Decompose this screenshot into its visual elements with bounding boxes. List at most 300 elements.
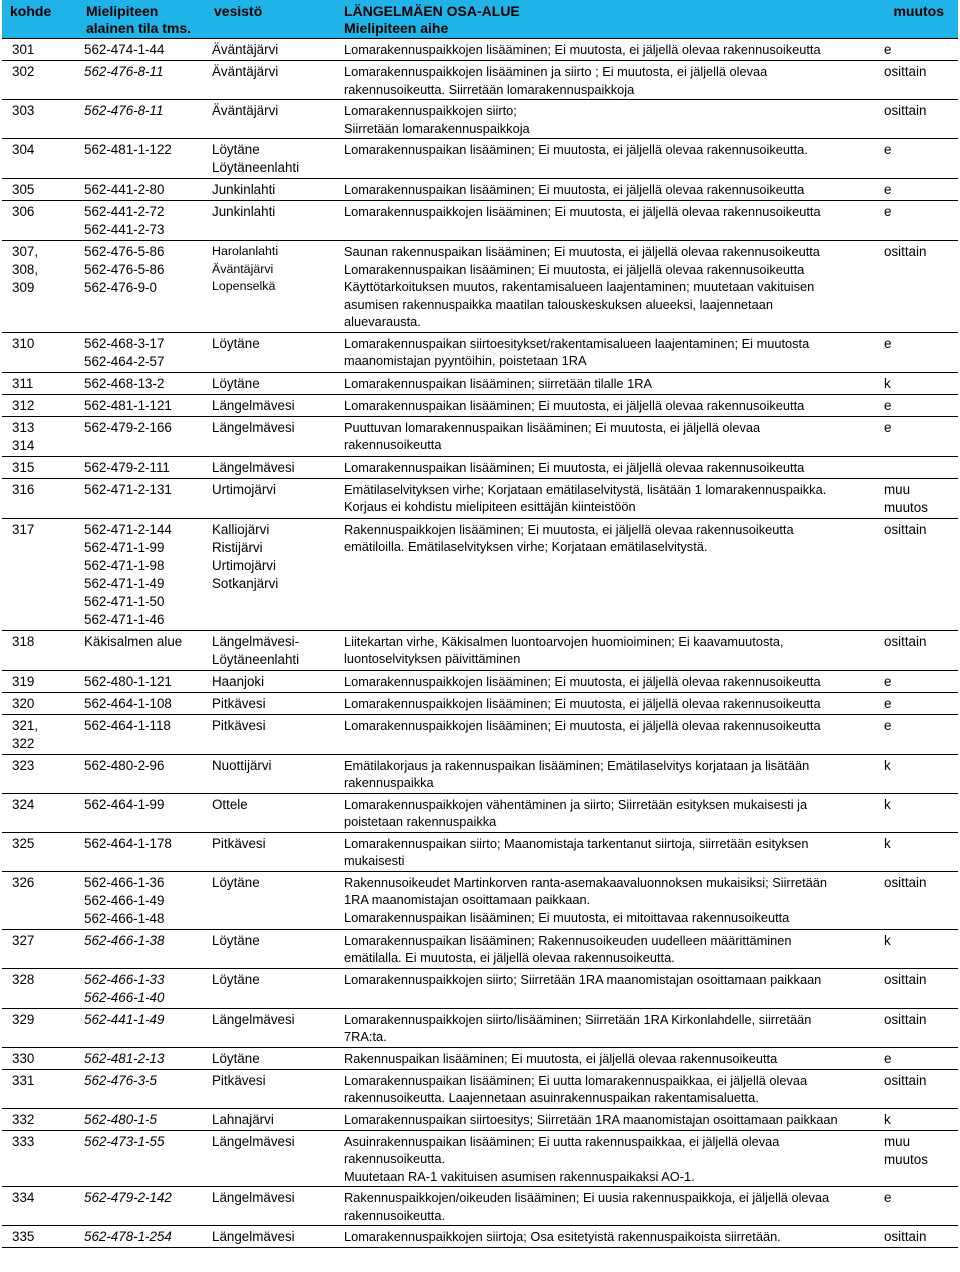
tilat-line: 562-480-2-96: [84, 757, 165, 773]
vesisto-line: Junkinlahti: [212, 204, 276, 219]
table-row: [2, 201, 958, 241]
tilat-line: 562-480-1-121: [84, 673, 172, 689]
cell-vesisto: [206, 139, 336, 179]
cell-vesisto: [206, 179, 336, 201]
cell-mielipiteen-tila: [78, 929, 206, 968]
cell-vesisto: [206, 1008, 336, 1047]
cell-kohde: [2, 630, 78, 670]
cell-kohde: [2, 456, 78, 478]
aihe-line: Rakennusoikeudet Martinkorven ranta-asemakaavaluonnoksen mukaisiksi; Siirretään: [344, 874, 827, 890]
aihe-line: 7RA:ta.: [344, 1029, 387, 1044]
table-row: [2, 179, 958, 201]
cell-aihe: [336, 372, 876, 394]
aihe-line: Rakennuspaikkojen/oikeuden lisääminen; Ei uusia rakennuspaikkoja, ei jäljellä olevaa: [344, 1190, 830, 1205]
cell-vesisto: [206, 394, 336, 416]
cell-vesisto: [206, 714, 336, 754]
vesisto-line: Löytäne: [212, 971, 260, 987]
tilat-line: 562-468-13-2: [84, 375, 165, 391]
cell-kohde: [2, 692, 78, 714]
cell-vesisto: [206, 968, 336, 1008]
muutos-line: e: [884, 1050, 892, 1066]
kohde-line: 304: [12, 142, 35, 157]
cell-muutos: [876, 332, 958, 372]
cell-mielipiteen-tila: [78, 201, 206, 241]
kohde-line: 319: [12, 673, 35, 689]
cell-aihe: [336, 1008, 876, 1047]
vesisto-line: Lopenselkä: [212, 279, 276, 293]
cell-aihe: [336, 793, 876, 832]
tilat-line: 562-479-2-111: [84, 459, 170, 475]
tilat-line: 562-478-1-254: [84, 1229, 172, 1244]
aihe-line: Lomarakennuspaikkojen vähentäminen ja siirto; Siirretään esityksen mukaisesti ja: [344, 796, 808, 812]
cell-aihe: [336, 630, 876, 670]
cell-vesisto: [206, 1047, 336, 1069]
table-row: [2, 416, 958, 456]
cell-vesisto: [206, 1108, 336, 1130]
aihe-line: Rakennuspaikkojen lisääminen; Ei muutosta, ei jäljellä olevaa rakennusoikeutta: [344, 521, 794, 537]
kohde-line: 315: [12, 459, 35, 475]
tilat-line: 562-466-1-49: [84, 892, 165, 908]
cell-muutos: [876, 1108, 958, 1130]
cell-muutos: [876, 518, 958, 630]
kohde-line: 320: [12, 695, 35, 711]
vesisto-line: Längelmävesi-: [212, 633, 300, 649]
vesisto-line: Nuottijärvi: [212, 757, 272, 773]
cell-mielipiteen-tila: [78, 670, 206, 692]
kohde-line: 325: [12, 835, 35, 851]
table-row: [2, 1226, 958, 1248]
kohde-line: 330: [12, 1050, 35, 1066]
tilat-line: 562-479-2-166: [84, 419, 172, 435]
kohde-line: 329: [12, 1011, 35, 1027]
table-row: [2, 670, 958, 692]
muutos-line: e: [884, 142, 892, 157]
cell-kohde: [2, 139, 78, 179]
cell-vesisto: [206, 416, 336, 456]
cell-mielipiteen-tila: [78, 793, 206, 832]
tilat-line: 562-464-1-108: [84, 695, 172, 711]
aihe-line: Lomarakennuspaikan lisääminen; Ei muutosta, ei jäljellä olevaa rakennusoikeutta: [344, 397, 805, 413]
vesisto-line: Äväntäjärvi: [212, 42, 279, 57]
cell-kohde: [2, 754, 78, 793]
aihe-line: Lomarakennuspaikkojen siirtoja; Osa esitetyistä rakennuspaikoista siirretään.: [344, 1229, 781, 1244]
cell-mielipiteen-tila: [78, 1008, 206, 1047]
aihe-line: rakennusoikeutta. Laajennetaan asuinrakennuspaikan rakentamisaluetta.: [344, 1090, 759, 1105]
aihe-line: Liitekartan virhe, Käkisalmen luontoarvojen huomioiminen; Ei kaavamuutosta,: [344, 633, 784, 649]
aihe-line: emätilalla. Ei muutosta, ei jäljellä olevaa rakennusoikeutta.: [344, 950, 675, 965]
aihe-line: Lomarakennuspaikan siirtoesitykset/rakentamisalueen laajentaminen; Ei muutosta: [344, 335, 810, 351]
aihe-line: emätiloilla. Emätilaselvityksen virhe; Korjataan emätilaselvitystä.: [344, 539, 708, 554]
aihe-line: Rakennuspaikan lisääminen; Ei muutosta, ei jäljellä olevaa rakennusoikeutta: [344, 1050, 778, 1066]
cell-vesisto: [206, 871, 336, 929]
vesisto-line: Pitkävesi: [212, 717, 266, 733]
cell-mielipiteen-tila: [78, 61, 206, 100]
muutos-line: k: [884, 1111, 891, 1127]
cell-muutos: [876, 1226, 958, 1248]
aihe-line: Korjaus ei kohdistu mielipiteen esittäjän kiinteistöön: [344, 499, 636, 514]
table-row: [2, 372, 958, 394]
cell-muutos: [876, 1047, 958, 1069]
tilat-line: 562-473-1-55: [84, 1133, 165, 1149]
tilat-line: 562-471-1-99: [84, 539, 165, 555]
aihe-line: Käyttötarkoituksen muutos, rakentamisalueen laajentaminen; muutetaan vakituisen: [344, 279, 815, 294]
tilat-line: 562-471-1-46: [84, 611, 165, 627]
vesisto-line: Harolanlahti: [212, 244, 279, 258]
cell-aihe: [336, 754, 876, 793]
vesisto-line: Längelmävesi: [212, 459, 295, 475]
vesisto-line: Längelmävesi: [212, 397, 295, 413]
tilat-line: 562-474-1-44: [84, 42, 165, 57]
cell-muutos: [876, 871, 958, 929]
tilat-line: 562-466-1-38: [84, 932, 165, 948]
vesisto-line: Längelmävesi: [212, 1133, 295, 1149]
cell-kohde: [2, 670, 78, 692]
cell-muutos: [876, 832, 958, 871]
muutos-line: muu: [884, 1133, 911, 1149]
muutos-line: osittain: [884, 1229, 927, 1244]
table-row: [2, 968, 958, 1008]
kohde-line: 317: [12, 521, 35, 537]
header-mielipiteen-tila: Mielipiteen alainen tila tms.: [78, 0, 206, 39]
table-row: [2, 518, 958, 630]
aihe-line: luontoselvityksen päivittäminen: [344, 651, 521, 666]
cell-muutos: [876, 372, 958, 394]
cell-kohde: [2, 241, 78, 333]
tilat-line: 562-476-5-86: [84, 262, 165, 277]
cell-kohde: [2, 793, 78, 832]
kohde-line: 316: [12, 481, 35, 497]
aihe-line: Emätilaselvityksen virhe; Korjataan emätilaselvitystä, lisätään 1 lomarakennuspaikka.: [344, 481, 827, 497]
cell-aihe: [336, 139, 876, 179]
cell-aihe: [336, 179, 876, 201]
aihe-line: Lomarakennuspaikkojen lisääminen; Ei muutosta, ei jäljellä olevaa rakennusoikeutta: [344, 204, 821, 219]
table-row: [2, 793, 958, 832]
cell-kohde: [2, 201, 78, 241]
vesisto-line: Äväntäjärvi: [212, 261, 274, 276]
cell-aihe: [336, 1187, 876, 1226]
muutos-line: osittain: [884, 1072, 927, 1088]
tilat-line: 562-471-2-144: [84, 521, 172, 537]
kohde-line: 326: [12, 874, 35, 890]
cell-muutos: [876, 1069, 958, 1108]
vesisto-line: Pitkävesi: [212, 835, 266, 851]
cell-aihe: [336, 832, 876, 871]
cell-mielipiteen-tila: [78, 139, 206, 179]
cell-vesisto: [206, 1226, 336, 1248]
table-header-row: [2, 0, 958, 39]
aihe-line: rakennuspaikka: [344, 775, 434, 790]
cell-mielipiteen-tila: [78, 630, 206, 670]
cell-kohde: [2, 871, 78, 929]
vesisto-line: Längelmävesi: [212, 1190, 295, 1205]
cell-kohde: [2, 1108, 78, 1130]
kohde-line: 333: [12, 1133, 35, 1149]
table-row: [2, 394, 958, 416]
cell-muutos: [876, 692, 958, 714]
mielipide-table: [2, 0, 958, 1248]
tilat-line: 562-476-5-86: [84, 244, 165, 259]
cell-mielipiteen-tila: [78, 1226, 206, 1248]
cell-mielipiteen-tila: [78, 1130, 206, 1187]
aihe-line: Lomarakennuspaikkojen lisääminen; Ei muutosta, ei jäljellä olevaa rakennusoikeutta: [344, 717, 821, 733]
muutos-line: e: [884, 204, 892, 219]
table-row: [2, 61, 958, 100]
aihe-line: aluevarausta.: [344, 314, 421, 329]
cell-aihe: [336, 100, 876, 139]
kohde-line: 334: [12, 1190, 35, 1205]
cell-muutos: [876, 1008, 958, 1047]
kohde-line: 310: [12, 335, 35, 351]
kohde-line: 314: [12, 437, 35, 453]
aihe-line: rakennusoikeutta. Siirretään lomarakennuspaikkoja: [344, 81, 635, 97]
tilat-line: 562-481-1-121: [84, 397, 172, 413]
table-row: [2, 929, 958, 968]
tilat-line: 562-471-1-98: [84, 557, 165, 573]
header-kohde: kohde: [2, 0, 78, 39]
cell-mielipiteen-tila: [78, 179, 206, 201]
kohde-line: 328: [12, 971, 35, 987]
aihe-line: poistetaan rakennuspaikka: [344, 814, 497, 829]
cell-kohde: [2, 1130, 78, 1187]
cell-muutos: [876, 714, 958, 754]
kohde-line: 332: [12, 1111, 35, 1127]
cell-mielipiteen-tila: [78, 372, 206, 394]
kohde-line: 324: [12, 796, 35, 812]
aihe-line: Lomarakennuspaikan lisääminen; Ei muutosta, ei jäljellä olevaa rakennusoikeutta: [344, 459, 805, 475]
vesisto-line: Urtimojärvi: [212, 557, 276, 573]
table-row: [2, 1130, 958, 1187]
aihe-line: Puuttuvan lomarakennuspaikan lisääminen; Ei muutosta, ei jäljellä olevaa: [344, 419, 761, 435]
cell-kohde: [2, 478, 78, 518]
cell-mielipiteen-tila: [78, 39, 206, 61]
tilat-line: 562-471-1-50: [84, 593, 165, 609]
table-row: [2, 1187, 958, 1226]
aihe-line: Lomarakennuspaikan lisääminen; Ei muutosta, ei jäljellä olevaa rakennusoikeutta: [344, 261, 805, 277]
table-row: [2, 1069, 958, 1108]
cell-kohde: [2, 332, 78, 372]
kohde-line: 323: [12, 757, 35, 773]
kohde-line: 331: [12, 1072, 35, 1088]
cell-mielipiteen-tila: [78, 332, 206, 372]
tilat-line: 562-471-2-131: [84, 481, 172, 497]
table-row: [2, 754, 958, 793]
cell-mielipiteen-tila: [78, 100, 206, 139]
cell-muutos: [876, 478, 958, 518]
cell-aihe: [336, 394, 876, 416]
tilat-line: 562-441-2-73: [84, 222, 165, 237]
vesisto-line: Löytäneenlahti: [212, 651, 300, 667]
cell-mielipiteen-tila: [78, 692, 206, 714]
aihe-line: Lomarakennuspaikan lisääminen; Ei muutosta, ei jäljellä olevaa rakennusoikeutta: [344, 182, 805, 197]
cell-vesisto: [206, 241, 336, 333]
table-row: [2, 1047, 958, 1069]
cell-muutos: [876, 456, 958, 478]
header-vesisto: vesistö: [206, 0, 336, 39]
cell-vesisto: [206, 518, 336, 630]
muutos-line: e: [884, 182, 892, 197]
cell-aihe: [336, 1047, 876, 1069]
cell-aihe: [336, 1130, 876, 1187]
aihe-line: mukaisesti: [344, 853, 405, 868]
aihe-line: rakennusoikeutta.: [344, 1207, 446, 1223]
kohde-line: 318: [12, 633, 35, 649]
cell-mielipiteen-tila: [78, 754, 206, 793]
muutos-line: e: [884, 42, 892, 57]
cell-kohde: [2, 832, 78, 871]
aihe-line: Muutetaan RA-1 vakituisen asumisen rakennuspaikaksi AO-1.: [344, 1168, 695, 1184]
kohde-line: 322: [12, 735, 35, 751]
vesisto-line: Löytäne: [212, 335, 260, 351]
cell-aihe: [336, 241, 876, 333]
cell-mielipiteen-tila: [78, 456, 206, 478]
tilat-line: 562-441-2-80: [84, 182, 165, 197]
tilat-line: 562-480-1-5: [84, 1111, 157, 1127]
muutos-line: k: [884, 796, 891, 812]
vesisto-line: Haanjoki: [212, 673, 265, 689]
cell-muutos: [876, 754, 958, 793]
cell-aihe: [336, 416, 876, 456]
kohde-line: 303: [12, 103, 35, 118]
cell-vesisto: [206, 61, 336, 100]
cell-vesisto: [206, 754, 336, 793]
cell-kohde: [2, 179, 78, 201]
cell-vesisto: [206, 832, 336, 871]
cell-muutos: [876, 61, 958, 100]
table-row: [2, 39, 958, 61]
table-row: [2, 714, 958, 754]
tilat-line: 562-466-1-33: [84, 971, 165, 987]
cell-kohde: [2, 714, 78, 754]
aihe-line: Asuinrakennuspaikan lisääminen; Ei uutta rakennuspaikkaa, ei jäljellä olevaa: [344, 1133, 780, 1149]
tilat-line: 562-481-2-13: [84, 1050, 165, 1066]
cell-vesisto: [206, 100, 336, 139]
table-body: [2, 39, 958, 1248]
cell-mielipiteen-tila: [78, 1069, 206, 1108]
tilat-line: 562-464-2-57: [84, 353, 165, 369]
cell-vesisto: [206, 39, 336, 61]
table-row: [2, 1108, 958, 1130]
table-row: [2, 456, 958, 478]
vesisto-line: Pitkävesi: [212, 1072, 266, 1088]
table-row: [2, 332, 958, 372]
tilat-line: 562-464-1-178: [84, 835, 172, 851]
aihe-line: Lomarakennuspaikan lisääminen; Ei uutta lomarakennuspaikkaa, ei jäljellä olevaa: [344, 1072, 808, 1088]
aihe-line: Lomarakennuspaikan lisääminen; Rakennusoikeuden uudelleen määrittäminen: [344, 932, 792, 948]
cell-kohde: [2, 394, 78, 416]
cell-mielipiteen-tila: [78, 478, 206, 518]
cell-aihe: [336, 518, 876, 630]
aihe-line: Lomarakennuspaikan lisääminen; siirretään tilalle 1RA: [344, 375, 653, 391]
aihe-line: Lomarakennuspaikan lisääminen; Ei muutosta, ei jäljellä olevaa rakennusoikeutta.: [344, 142, 808, 157]
aihe-line: Lomarakennuspaikkojen siirto/lisääminen; Siirretään 1RA Kirkonlahdelle, siirretään: [344, 1011, 812, 1027]
cell-mielipiteen-tila: [78, 832, 206, 871]
cell-muutos: [876, 968, 958, 1008]
cell-mielipiteen-tila: [78, 1108, 206, 1130]
vesisto-line: Löytäne: [212, 142, 260, 157]
vesisto-line: Pitkävesi: [212, 695, 266, 711]
tilat-line: 562-481-1-122: [84, 142, 172, 157]
cell-kohde: [2, 1187, 78, 1226]
kohde-line: 311: [12, 375, 34, 391]
cell-mielipiteen-tila: [78, 1187, 206, 1226]
tilat-line: 562-479-2-142: [84, 1190, 172, 1205]
cell-aihe: [336, 332, 876, 372]
tilat-line: 562-464-1-118: [84, 717, 171, 733]
cell-muutos: [876, 793, 958, 832]
kohde-line: 305: [12, 182, 35, 197]
muutos-line: osittain: [884, 244, 927, 259]
cell-mielipiteen-tila: [78, 416, 206, 456]
aihe-line: 1RA maanomistajan osoittamaan paikkaan.: [344, 892, 591, 907]
cell-vesisto: [206, 201, 336, 241]
muutos-line: e: [884, 717, 892, 733]
cell-vesisto: [206, 332, 336, 372]
kohde-line: 302: [12, 64, 35, 79]
vesisto-line: Sotkanjärvi: [212, 575, 279, 591]
aihe-line: asumisen rakennuspaikka maatilan talouskeskuksen alueeksi, laajennetaan: [344, 296, 773, 312]
cell-vesisto: [206, 1069, 336, 1108]
muutos-line: muutos: [884, 499, 928, 515]
cell-aihe: [336, 871, 876, 929]
cell-muutos: [876, 100, 958, 139]
aihe-line: Saunan rakennuspaikan lisääminen; Ei muutosta, ei jäljellä olevaa rakennusoikeutta: [344, 244, 820, 259]
cell-kohde: [2, 372, 78, 394]
cell-muutos: [876, 241, 958, 333]
cell-aihe: [336, 39, 876, 61]
muutos-line: k: [884, 932, 891, 948]
muutos-line: osittain: [884, 521, 927, 537]
cell-mielipiteen-tila: [78, 968, 206, 1008]
kohde-line: 309: [12, 280, 35, 295]
header-aihe: LÄNGELMÄEN OSA-ALUE Mielipiteen aihe: [336, 0, 876, 39]
muutos-line: k: [884, 835, 891, 851]
vesisto-line: Urtimojärvi: [212, 481, 276, 497]
aihe-line: Lomarakennuspaikkojen lisääminen ja siirto ; Ei muutosta, ei jäljellä olevaa: [344, 64, 768, 79]
cell-kohde: [2, 416, 78, 456]
cell-aihe: [336, 670, 876, 692]
cell-aihe: [336, 968, 876, 1008]
vesisto-line: Ristijärvi: [212, 539, 263, 555]
kohde-line: 335: [12, 1229, 35, 1244]
kohde-line: 321,: [12, 717, 39, 733]
cell-muutos: [876, 394, 958, 416]
cell-kohde: [2, 929, 78, 968]
aihe-line: Lomarakennuspaikkojen siirto; Siirretään 1RA maanomistajan osoittamaan paikkaan: [344, 971, 822, 987]
kohde-line: 307,: [12, 244, 39, 259]
cell-vesisto: [206, 478, 336, 518]
cell-mielipiteen-tila: [78, 871, 206, 929]
cell-aihe: [336, 1069, 876, 1108]
cell-vesisto: [206, 670, 336, 692]
muutos-line: osittain: [884, 633, 927, 649]
tilat-line: 562-464-1-99: [84, 796, 165, 812]
tilat-line: 562-476-8-11: [84, 64, 164, 79]
tilat-line: 562-471-1-49: [84, 575, 165, 591]
vesisto-line: Löytäne: [212, 375, 260, 391]
cell-kohde: [2, 1008, 78, 1047]
aihe-line: maanomistajan pyyntöihin, poistetaan 1RA: [344, 353, 587, 368]
aihe-line: Lomarakennuspaikan lisääminen; Ei muutosta, ei mitoittavaa rakennusoikeutta: [344, 909, 790, 925]
cell-muutos: [876, 1130, 958, 1187]
muutos-line: e: [884, 419, 892, 435]
muutos-line: muutos: [884, 1151, 928, 1167]
aihe-line: Siirretään lomarakennuspaikkoja: [344, 120, 530, 136]
table-row: [2, 478, 958, 518]
cell-vesisto: [206, 929, 336, 968]
cell-muutos: [876, 929, 958, 968]
cell-aihe: [336, 478, 876, 518]
table-row: [2, 832, 958, 871]
